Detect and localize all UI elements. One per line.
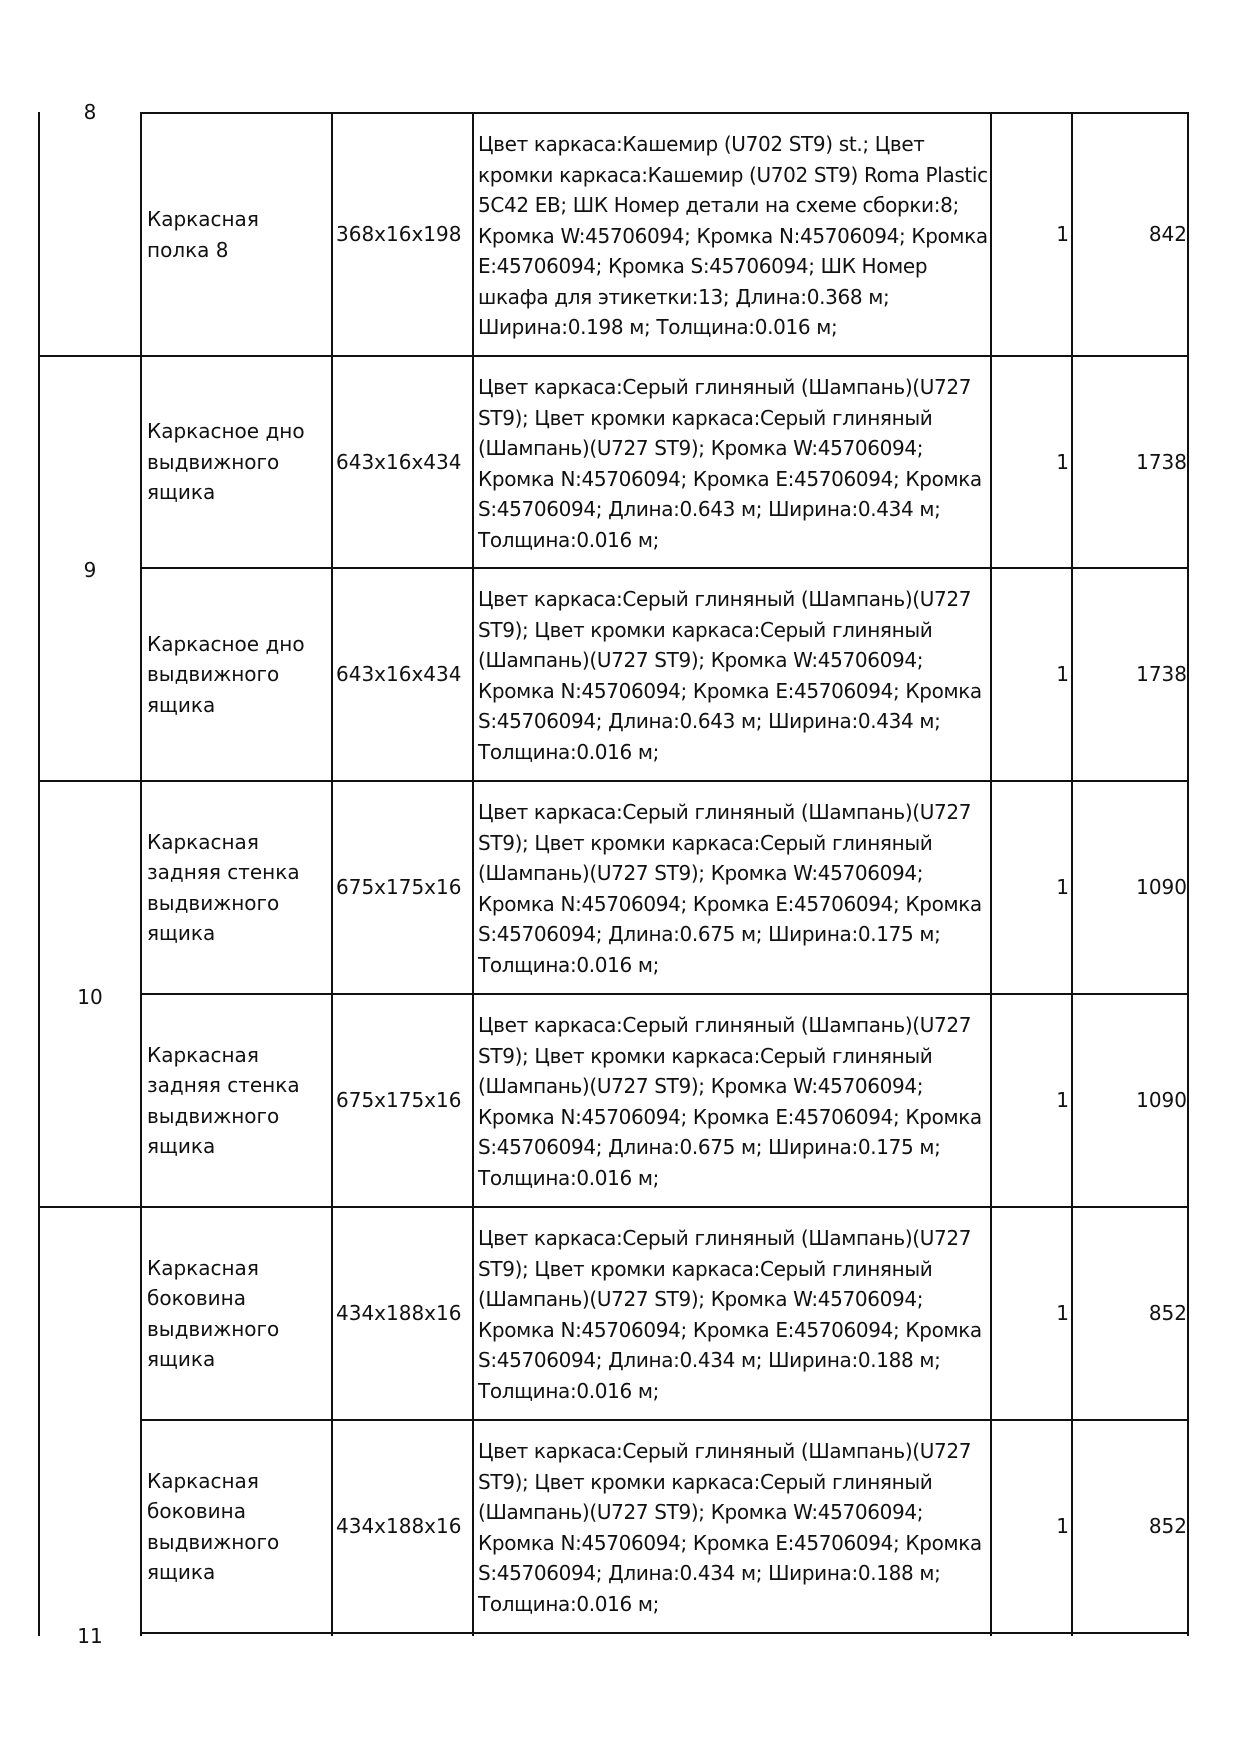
part-name: Каркасное дно выдвижного ящика: [147, 419, 305, 505]
group-number: 10: [77, 985, 103, 1009]
part-quantity: 1: [1056, 1514, 1069, 1539]
part-quantity: 1: [1056, 662, 1069, 687]
part-dimensions: 643x16x434: [336, 662, 462, 687]
part-name: Каркасная боковина выдвижного ящика: [147, 1255, 280, 1371]
part-description: Цвет каркаса:Кашемир (U702 ST9) st.; Цвет кромки каркаса:Кашемир (U702 ST9) Roma Plastic 5C42 EB; ШК Номер детали на схеме сборки:8; Кромка W:45706094; Кромка N:45706094; Кромка E:45706094; Кромка S:45706094; ШК Номер шкафа для этикетки:13; Длина:0.368 м; Ширина:0.198 м; Толщина:0.016 м;: [478, 132, 988, 339]
part-description: Цвет каркаса:Серый глиняный (Шампань)(U727 ST9); Цвет кромки каркаса:Серый глиняный (Шампань)(U727 ST9); Кромка W:45706094; Кромка N:45706094; Кромка E:45706094; Кромка S:45706094; Длина:0.643 м; Ширина:0.434 м; Толщина:0.016 м;: [478, 587, 982, 764]
grid-line: [1187, 112, 1189, 1636]
part-description: Цвет каркаса:Серый глиняный (Шампань)(U727 ST9); Цвет кромки каркаса:Серый глиняный (Шампань)(U727 ST9); Кромка W:45706094; Кромка N:45706094; Кромка E:45706094; Кромка S:45706094; Длина:0.434 м; Ширина:0.188 м; Толщина:0.016 м;: [478, 1226, 982, 1403]
part-dimensions: 675x175x16: [336, 875, 462, 900]
part-dimensions: 675x175x16: [336, 1088, 462, 1113]
part-price: 852: [1148, 1301, 1187, 1326]
part-description: Цвет каркаса:Серый глиняный (Шампань)(U727 ST9); Цвет кромки каркаса:Серый глиняный (Шампань)(U727 ST9); Кромка W:45706094; Кромка N:45706094; Кромка E:45706094; Кромка S:45706094; Длина:0.675 м; Ширина:0.175 м; Толщина:0.016 м;: [478, 1013, 982, 1190]
part-dimensions: 643x16x434: [336, 449, 462, 474]
grid-line: [990, 112, 992, 1636]
part-price: 1090: [1136, 1088, 1187, 1113]
part-description: Цвет каркаса:Серый глиняный (Шампань)(U727 ST9); Цвет кромки каркаса:Серый глиняный (Шампань)(U727 ST9); Кромка W:45706094; Кромка N:45706094; Кромка E:45706094; Кромка S:45706094; Длина:0.434 м; Ширина:0.188 м; Толщина:0.016 м;: [478, 1439, 982, 1616]
part-quantity: 1: [1056, 875, 1069, 900]
part-price: 1090: [1136, 875, 1187, 900]
part-dimensions: 434x188x16: [336, 1514, 462, 1539]
group-number: 11: [77, 1624, 103, 1648]
group-number: 8: [83, 100, 97, 124]
grid-line: [1071, 112, 1073, 1636]
part-price: 1738: [1136, 449, 1187, 474]
group-number: 9: [83, 558, 97, 582]
part-name: Каркасное дно выдвижного ящика: [147, 631, 305, 717]
part-dimensions: 368x16x198: [336, 222, 462, 247]
part-quantity: 1: [1056, 222, 1069, 247]
part-name: Каркасная полка 8: [147, 207, 259, 262]
grid-line: [140, 112, 142, 1636]
part-dimensions: 434x188x16: [336, 1301, 462, 1326]
grid-line: [38, 112, 40, 1636]
part-name: Каркасная боковина выдвижного ящика: [147, 1468, 280, 1584]
part-price: 852: [1148, 1514, 1187, 1539]
grid-line: [140, 1632, 1189, 1634]
part-name: Каркасная задняя стенка выдвижного ящика: [147, 1042, 300, 1158]
part-description: Цвет каркаса:Серый глиняный (Шампань)(U727 ST9); Цвет кромки каркаса:Серый глиняный (Шампань)(U727 ST9); Кромка W:45706094; Кромка N:45706094; Кромка E:45706094; Кромка S:45706094; Длина:0.675 м; Ширина:0.175 м; Толщина:0.016 м;: [478, 800, 982, 977]
part-quantity: 1: [1056, 449, 1069, 474]
group-number-column: [38, 100, 142, 1648]
part-name: Каркасная задняя стенка выдвижного ящика: [147, 829, 300, 945]
part-description: Цвет каркаса:Серый глиняный (Шампань)(U727 ST9); Цвет кромки каркаса:Серый глиняный (Шампань)(U727 ST9); Кромка W:45706094; Кромка N:45706094; Кромка E:45706094; Кромка S:45706094; Длина:0.643 м; Ширина:0.434 м; Толщина:0.016 м;: [478, 375, 982, 552]
part-price: 842: [1148, 222, 1187, 247]
part-price: 1738: [1136, 662, 1187, 687]
part-quantity: 1: [1056, 1301, 1069, 1326]
grid-line: [331, 112, 333, 1636]
part-quantity: 1: [1056, 1088, 1069, 1113]
